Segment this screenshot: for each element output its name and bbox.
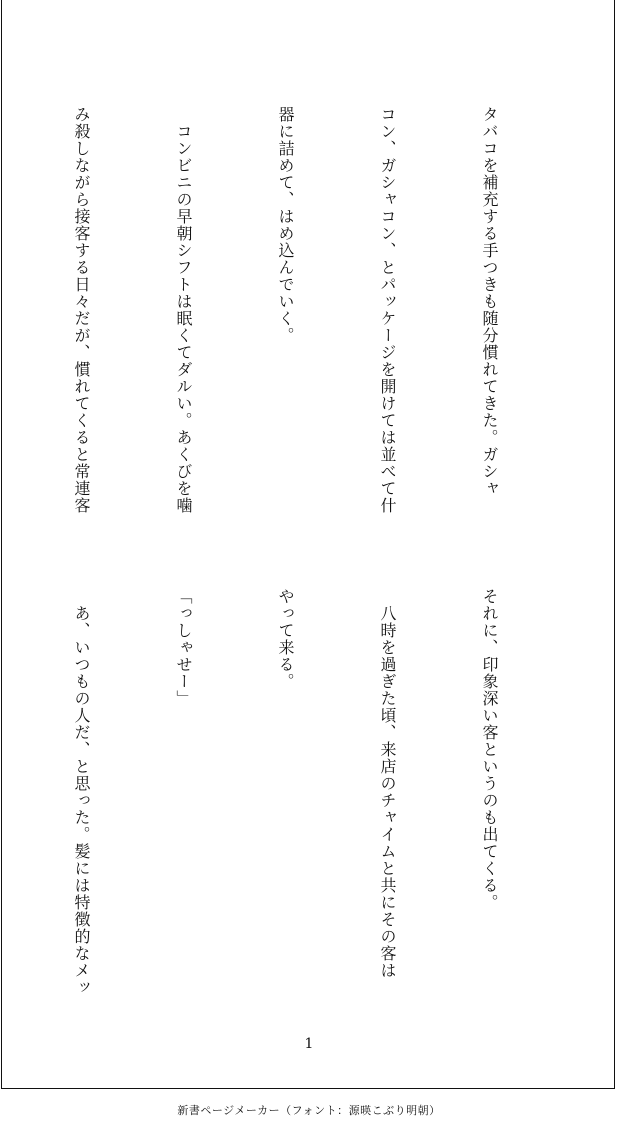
text-line: み殺しながら接客する日々だが、慣れてくると常連客 xyxy=(72,106,91,514)
text-line: タバコを補充する手つきも随分慣れてきた。ガシャ xyxy=(480,106,499,497)
text-line: それに、印象深い客というのも出てくる。 xyxy=(480,588,499,911)
text-line: 器に詰めて、はめ込んでいく。 xyxy=(276,106,295,344)
text-line: 八時を過ぎた頃、来店のチャイムと共にその客は xyxy=(378,588,397,979)
page-number: 1 xyxy=(304,1036,314,1052)
text-line: あ、いつもの人だ、と思った。髪には特徴的なメッ xyxy=(72,588,91,996)
lower-text-block xyxy=(64,588,574,1018)
text-line: やって来る。 xyxy=(276,588,295,690)
text-line: コンビニの早朝シフトは眠くてダルい。あくびを噛 xyxy=(174,106,193,514)
footer-caption: 新書ページメーカー（フォント：源暎こぶり明朝） xyxy=(177,1104,441,1117)
text-line: コン、ガシャコン、とパッケージを開けては並べて什 xyxy=(378,106,397,514)
upper-text-block xyxy=(64,106,574,536)
text-line: 「っしゃせー」 xyxy=(174,588,193,707)
